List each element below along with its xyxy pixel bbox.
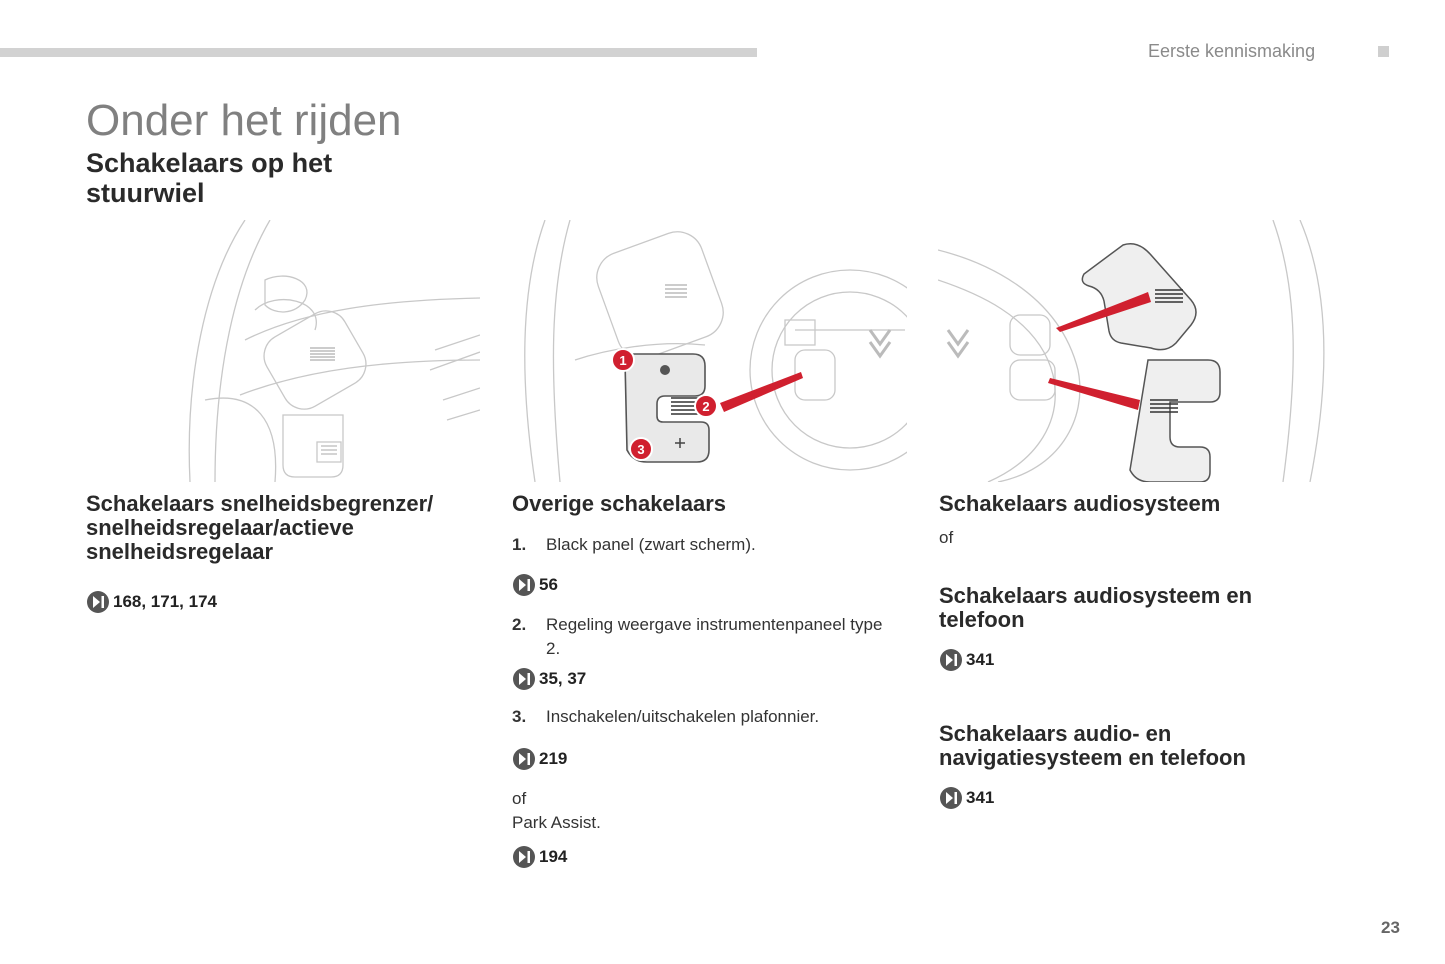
page-reference[interactable]	[512, 667, 902, 691]
park-assist-text: Park Assist.	[512, 813, 601, 832]
page-reference-text: 341	[966, 788, 995, 807]
page-reference[interactable]	[939, 786, 1339, 810]
page-title: Onder het rijden	[86, 96, 402, 145]
or-text: of	[512, 789, 527, 808]
page-reference[interactable]	[512, 747, 902, 771]
heading-audio-phone-switches: Schakelaars audiosysteem en telefoon	[939, 583, 1253, 632]
page-number: 23	[1381, 918, 1400, 937]
steering-wheel-other-illustration	[515, 220, 907, 482]
page-reference-icon	[512, 573, 536, 597]
steering-wheel-cruise-illustration	[185, 220, 480, 482]
heading-other-switches: Overige schakelaars	[512, 491, 727, 516]
callout-1: 1	[619, 353, 627, 368]
item-text: Black panel (zwart scherm).	[546, 535, 756, 554]
heading-audio-nav-phone-switches: Schakelaars audio- en navigatiesysteem en telefoon	[939, 721, 1246, 770]
list-item	[512, 705, 902, 729]
page-reference-text: 219	[539, 749, 568, 768]
page-reference-text: 194	[539, 847, 568, 866]
page-reference[interactable]	[512, 573, 902, 597]
item-number: 1.	[512, 535, 527, 554]
page-reference[interactable]	[86, 590, 486, 614]
item-text: Inschakelen/uitschakelen plafonnier.	[546, 707, 820, 726]
column-cruise-switches	[86, 492, 486, 614]
item-number: 2.	[512, 615, 527, 634]
page-reference-icon	[512, 845, 536, 869]
page-reference-icon	[939, 786, 963, 810]
list-item	[512, 533, 902, 557]
callout-3: 3	[637, 442, 645, 457]
section-label: Eerste kennismaking	[1148, 41, 1316, 61]
column-audio-switches	[939, 492, 1339, 810]
item-number: 3.	[512, 707, 527, 726]
page-reference-icon	[939, 648, 963, 672]
page-reference-text: 168, 171, 174	[113, 592, 217, 611]
page-reference-icon	[512, 747, 536, 771]
item-text: Regeling weergave instrumentenpaneel type 2.	[546, 615, 883, 658]
header-bar	[0, 48, 757, 57]
list-item	[512, 613, 902, 661]
section-marker	[1378, 46, 1389, 57]
steering-wheel-audio-illustration	[938, 220, 1330, 482]
heading-audio-switches: Schakelaars audiosysteem	[939, 491, 1221, 516]
page-reference[interactable]	[939, 648, 1339, 672]
page-reference-text: 341	[966, 650, 995, 669]
callout-2: 2	[702, 399, 710, 414]
or-text: of	[939, 528, 954, 547]
column-other-switches	[512, 492, 902, 869]
page-reference-text: 56	[539, 575, 558, 594]
page-reference[interactable]	[512, 845, 902, 869]
page-reference-text: 35, 37	[539, 669, 587, 688]
page-subtitle: Schakelaars op het stuurwiel	[86, 148, 333, 208]
page-reference-icon	[512, 667, 536, 691]
heading-cruise-switches: Schakelaars snelheidsbegrenzer/ snelheidsregelaar/actieve snelheidsregelaar	[86, 491, 434, 564]
page-reference-icon	[86, 590, 110, 614]
